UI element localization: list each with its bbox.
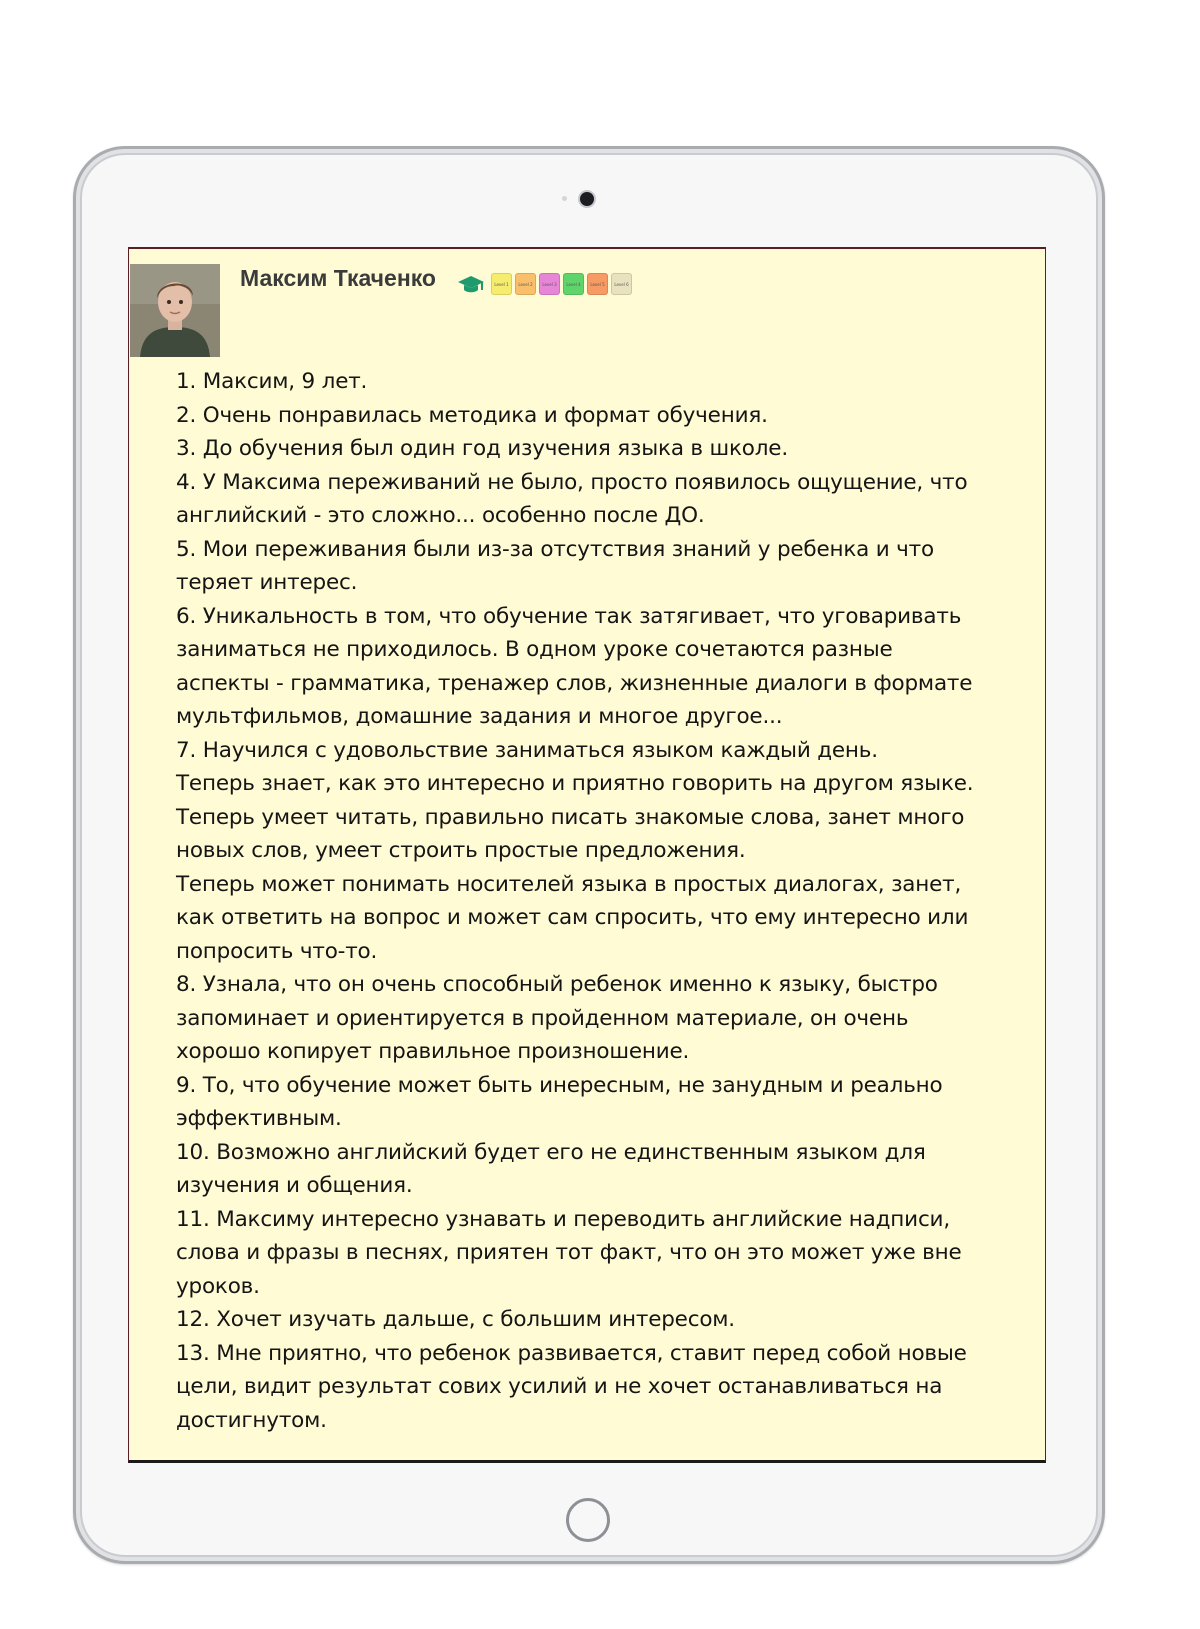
- review-line: уроков.: [176, 1273, 260, 1299]
- avatar[interactable]: [130, 264, 220, 357]
- light-sensor: [562, 196, 567, 201]
- tablet-screen: [128, 247, 1046, 1463]
- review-line: 7. Научился с удовольствие заниматься языком каждый день.: [176, 737, 878, 763]
- review-line: слова и фразы в песнях, приятен тот факт, что он это может уже вне: [176, 1240, 962, 1265]
- review-line: эффективным.: [176, 1106, 342, 1131]
- review-line: 10. Возможно английский будет его не единственным языком для: [176, 1139, 926, 1165]
- review-line: 8. Узнала, что он очень способный ребенок именно к языку, быстро: [176, 972, 938, 997]
- review-line: заниматься не приходилось. В одном уроке сочетаются разные: [176, 637, 893, 662]
- review-line: Теперь умеет читать, правильно писать знакомые слова, занет много: [176, 804, 965, 830]
- level-badges: [491, 273, 635, 295]
- review-line: 12. Хочет изучать дальше, с большим интересом.: [176, 1307, 735, 1332]
- author-name[interactable]: Максим Ткаченко: [240, 265, 436, 291]
- review-line: аспекты - грамматика, тренажер слов, жизненные диалоги в формате: [176, 670, 973, 696]
- review-line: запоминает и ориентируется в пройденном материале, он очень: [176, 1005, 909, 1031]
- review-line: английский - это сложно... особенно после ДО.: [176, 503, 705, 528]
- level-badge: Level 3: [539, 273, 560, 295]
- level-badge: Level 6: [611, 273, 632, 295]
- review-line: как ответить на вопрос и может сам спросить, что ему интересно или: [176, 905, 969, 930]
- graduation-cap-icon: [457, 273, 485, 295]
- review-line: 2. Очень понравилась методика и формат обучения.: [176, 402, 768, 428]
- review-text: [176, 365, 1036, 1437]
- review-line: Теперь может понимать носителей языка в простых диалогах, занет,: [176, 871, 962, 897]
- level-badge: Level 2: [515, 273, 536, 295]
- home-button[interactable]: [566, 1498, 610, 1542]
- review-line: изучения и общения.: [176, 1173, 413, 1198]
- review-line: цели, видит результат сових усилий и не хочет останавливаться на: [176, 1374, 943, 1399]
- review-line: 9. То, что обучение может быть инересным, не занудным и реально: [176, 1072, 943, 1098]
- review-line: Теперь знает, как это интересно и приятно говорить на другом языке.: [176, 771, 974, 796]
- review-line: 5. Мои переживания были из-за отсутствия знаний у ребенка и что: [176, 536, 934, 562]
- avatar-photo: [130, 264, 220, 357]
- review-line: 3. До обучения был один год изучения языка в школе.: [176, 436, 788, 461]
- front-camera-icon: [580, 192, 594, 206]
- review-line: теряет интерес.: [176, 570, 358, 595]
- review-line: 13. Мне приятно, что ребенок развивается, ставит перед собой новые: [176, 1340, 967, 1366]
- review-line: 6. Уникальность в том, что обучение так затягивает, что уговаривать: [176, 603, 962, 629]
- level-badge: Level 1: [491, 273, 512, 295]
- review-line: попросить что-то.: [176, 938, 378, 964]
- level-badge: Level 5: [587, 273, 608, 295]
- review-line: 11. Максиму интересно узнавать и переводить английские надписи,: [176, 1206, 950, 1232]
- review-line: 4. У Максима переживаний не было, просто появилось ощущение, что: [176, 469, 968, 495]
- review-line: новых слов, умеет строить простые предложения.: [176, 838, 746, 863]
- review-line: хорошо копирует правильное произношение.: [176, 1039, 690, 1064]
- level-badge: Level 4: [563, 273, 584, 295]
- review-line: 1. Максим, 9 лет.: [176, 369, 368, 394]
- review-line: мультфильмов, домашние задания и многое другое...: [176, 704, 783, 729]
- review-line: достигнутом.: [176, 1407, 327, 1433]
